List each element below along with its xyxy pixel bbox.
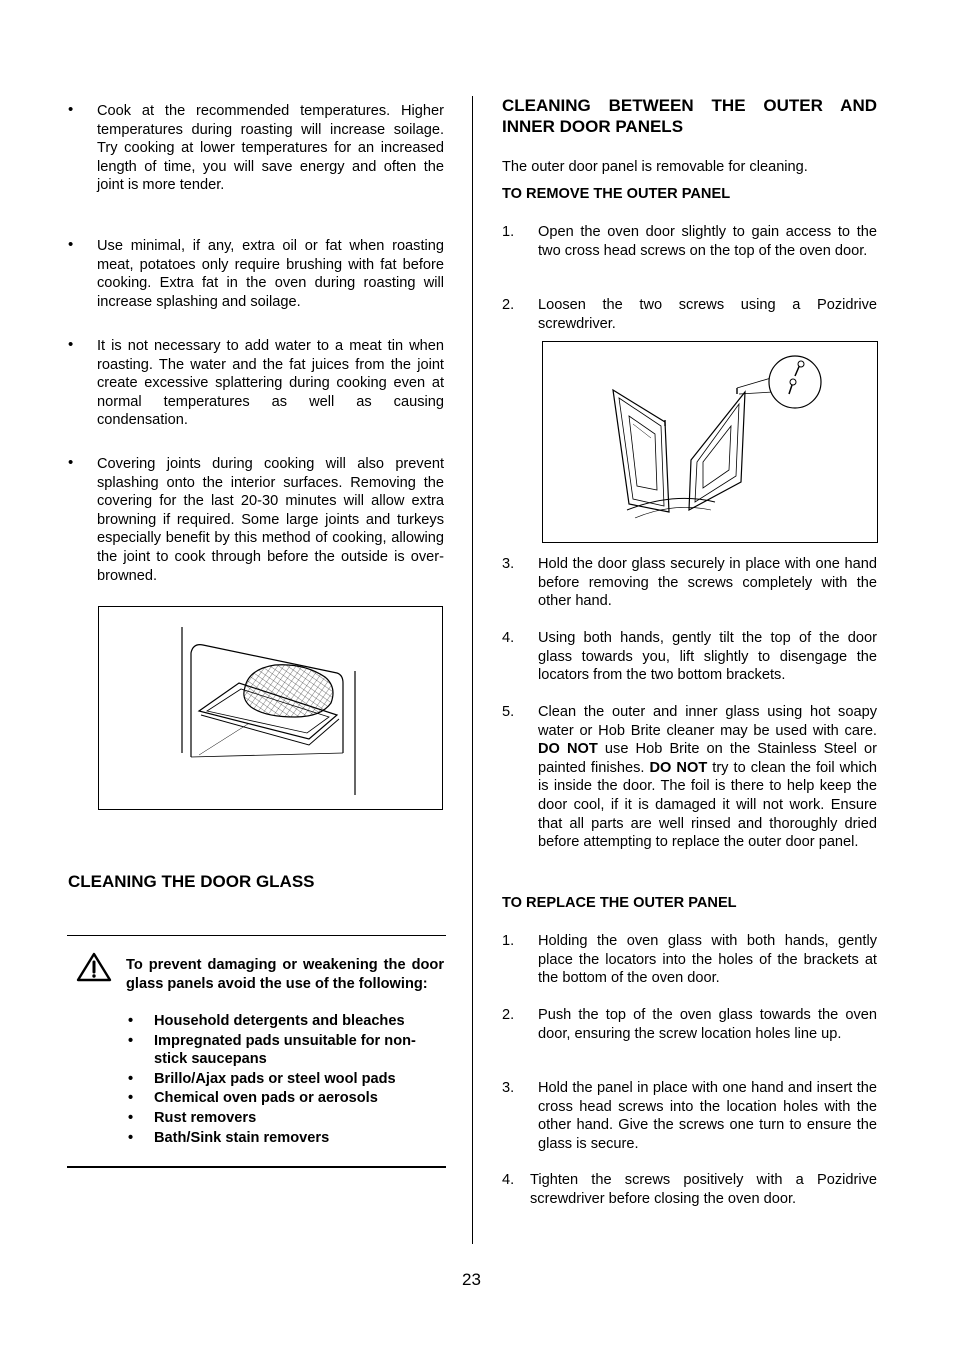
replace-step-2: Push the top of the oven glass towards the oven door, ensuring the screw location holes line up. [538, 1007, 877, 1042]
list-item: • Rust removers [126, 1109, 446, 1128]
step-number: 2. [502, 297, 515, 313]
step-number: 4. [502, 630, 515, 646]
warning-bottom-rule [67, 1166, 446, 1168]
door-panels-screw-icon [543, 342, 877, 542]
bullet-marker: • [68, 336, 74, 353]
page-number: 23 [462, 1270, 481, 1289]
roasting-joint-illustration [98, 606, 443, 810]
section-title-cleaning-door-glass: CLEANING THE DOOR GLASS [68, 872, 315, 891]
roast-in-oven-icon [99, 607, 442, 809]
list-item: • Bath/Sink stain removers [126, 1129, 446, 1148]
list-item: • Household detergents and bleaches [126, 1012, 446, 1031]
step-number: 3. [502, 556, 515, 572]
bullet-marker: • [68, 454, 74, 471]
warning-top-rule [67, 935, 446, 936]
tip-cook-temperatures: Cook at the recommended temperatures. Higher temperatures during roasting will increase soilage. Try cooking at lower temperatures for an increased length of time, you will save energy and often the joint is more tender. [97, 103, 444, 194]
warning-intro: To prevent damaging or weakening the door glass panels avoid the use of the following: [126, 957, 444, 992]
step-number: 3. [502, 1080, 515, 1096]
replace-step-1: Holding the oven glass with both hands, gently place the locators into the holes of the brackets at the bottom of the oven door. [538, 933, 877, 987]
tip-minimal-oil: Use minimal, if any, extra oil or fat when roasting meat, potatoes only require brushing with fat before cooking. Extra fat in the oven during roasting will increase splashing and soilage. [97, 238, 444, 310]
replace-step-3: Hold the panel in place with one hand and insert the cross head screws into the location holes with the other hand. Give the screws one turn to ensure the glass is secure. [538, 1080, 877, 1152]
remove-step-3: Hold the door glass securely in place with one hand before removing the screws completely with the other hand. [538, 556, 877, 610]
list-item: • Impregnated pads unsuitable for non-stick saucepans [126, 1032, 446, 1069]
step-number: 1. [502, 933, 515, 949]
remove-step-1: Open the oven door slightly to gain access to the two cross head screws on the top of the oven door. [538, 224, 877, 259]
list-item: • Brillo/Ajax pads or steel wool pads [126, 1070, 446, 1089]
step-number: 2. [502, 1007, 515, 1023]
subtitle-replace-outer-panel: TO REPLACE THE OUTER PANEL [502, 895, 737, 911]
remove-step-5: Clean the outer and inner glass using hot soapy water or Hob Brite cleaner may be used with care. DO NOT use Hob Brite on the Stainless Steel or painted finishes. DO NOT try to clean the foil which is inside the door. The foil is there to help keep the door cool, if it is damaged it will not work. Ensure that all parts are well rinsed and thoroughly dried before attempting to replace the outer door panel. [538, 704, 877, 851]
bullet-marker: • [68, 236, 74, 253]
bullet-marker: • [68, 101, 74, 118]
replace-step-4: Tighten the screws positively with a Pozidrive screwdriver before closing the oven door. [530, 1172, 877, 1207]
warning-triangle-icon [76, 952, 112, 988]
remove-step-4: Using both hands, gently tilt the top of the door glass towards you, lift slightly to disengage the locators from the two bottom brackets. [538, 630, 877, 684]
section-title-outer-inner-panels: CLEANING BETWEEN THE OUTER AND INNER DOOR PANELS [502, 96, 877, 136]
tip-covering-joints: Covering joints during cooking will also prevent splashing onto the interior surfaces. Removing the covering for the last 20-30 minutes will allow extra browning if required. Some large joints and turkeys especially benefit by this method of cooking, allowing the joint to cook through before the outside is over-browned. [97, 456, 444, 584]
warning-list [126, 1012, 446, 1147]
subtitle-remove-outer-panel: TO REMOVE THE OUTER PANEL [502, 186, 731, 202]
door-panel-illustration [542, 341, 878, 543]
intro-text: The outer door panel is removable for cleaning. [502, 159, 808, 175]
step-number: 4. [502, 1172, 515, 1188]
tip-no-water: It is not necessary to add water to a meat tin when roasting. The water and the fat juices from the joint create excessive splattering during cooking even at normal temperatures as well as causing condensation. [97, 338, 444, 429]
step-number: 5. [502, 704, 515, 720]
remove-step-2: Loosen the two screws using a Pozidrive screwdriver. [538, 297, 877, 332]
list-item: • Chemical oven pads or aerosols [126, 1089, 446, 1108]
step-number: 1. [502, 224, 515, 240]
column-divider [472, 96, 473, 1244]
